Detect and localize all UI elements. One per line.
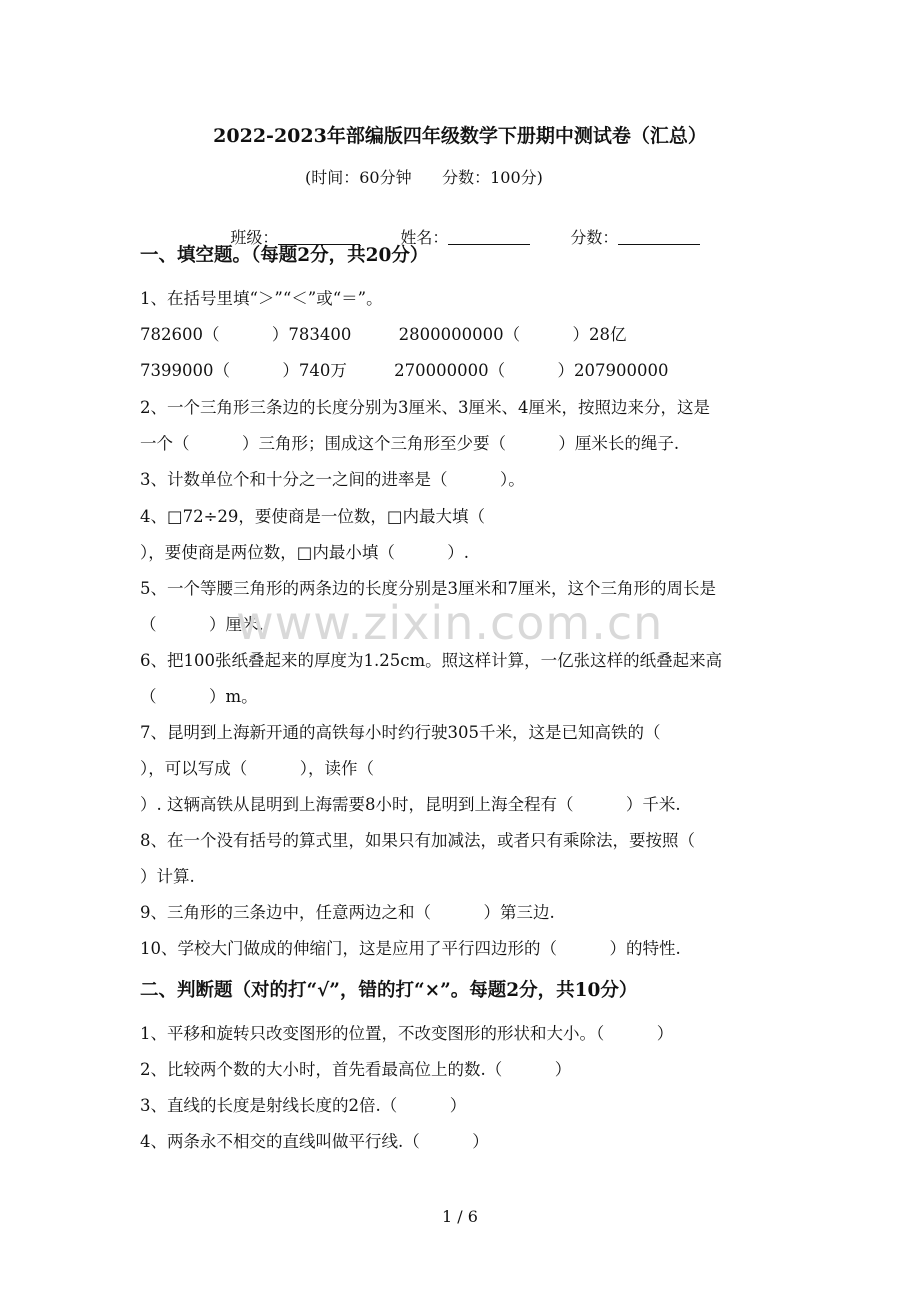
question-line: 8、在一个没有括号的算式里，如果只有加减法，或者只有乘除法，要按照（: [140, 831, 695, 850]
watermark: www.zixin.com.cn: [236, 596, 664, 650]
question-line: 2、比较两个数的大小时，首先看最高位上的数.（ ）: [140, 1060, 572, 1079]
page-title: 2022-2023年部编版四年级数学下册期中测试卷（汇总）: [213, 125, 707, 147]
score-blank[interactable]: [618, 226, 700, 245]
class-label: 班级：: [230, 228, 279, 247]
question-line: 782600（ ）783400 2800000000（ ）28亿: [140, 325, 627, 344]
question-line: 10、学校大门做成的伸缩门，这是应用了平行四边形的（ ）的特性.: [140, 939, 681, 958]
question-line: （ ）厘米.: [140, 615, 264, 634]
question-line: （ ）m。: [140, 687, 258, 706]
name-blank[interactable]: [448, 226, 530, 245]
question-line: ）. 这辆高铁从昆明到上海需要8小时，昆明到上海全程有（ ）千米.: [140, 795, 681, 814]
question-line: 5、一个等腰三角形的两条边的长度分别是3厘米和7厘米，这个三角形的周长是: [140, 579, 716, 598]
question-line: 4、两条永不相交的直线叫做平行线.（ ）: [140, 1132, 489, 1151]
question-line: 7、昆明到上海新开通的高铁每小时约行驶305千米，这是已知高铁的（: [140, 723, 661, 742]
question-line: 9、三角形的三条边中，任意两边之和（ ）第三边.: [140, 903, 555, 922]
question-line: ），可以写成（ ），读作（: [140, 759, 374, 778]
score-label: 分数：: [570, 228, 619, 247]
question-line: 3、计数单位个和十分之一之间的进率是（ ）。: [140, 470, 525, 489]
question-line: 6、把100张纸叠起来的厚度为1.25cm。照这样计算，一亿张这样的纸叠起来高: [140, 651, 723, 670]
question-line: 7399000（ ）740万 270000000（ ）207900000: [140, 361, 669, 380]
section-heading-true-false: 二、判断题（对的打“√”，错的打“×”。每题2分，共10分）: [140, 980, 638, 1001]
question-line: ），要使商是两位数，□内最小填（ ）.: [140, 543, 470, 562]
exam-info: (时间：60分钟 分数：100分): [305, 168, 543, 187]
question-line: 一个（ ）三角形；围成这个三角形至少要（ ）厘米长的绳子.: [140, 434, 680, 453]
name-label: 姓名：: [400, 228, 449, 247]
section-heading-fill-blank: 一、填空题。（每题2分，共20分）: [140, 245, 429, 266]
question-line: 1、平移和旋转只改变图形的位置，不改变图形的形状和大小。（ ）: [140, 1024, 674, 1043]
question-line: 2、一个三角形三条边的长度分别为3厘米、3厘米、4厘米，按照边来分，这是: [140, 398, 710, 417]
question-line: 1、在括号里填“＞”“＜”或“＝”。: [140, 289, 383, 308]
question-line: 4、□72÷29，要使商是一位数，□内最大填（: [140, 507, 485, 526]
page-number: 1 / 6: [442, 1207, 478, 1226]
question-line: ）计算.: [140, 867, 195, 886]
question-line: 3、直线的长度是射线长度的2倍.（ ）: [140, 1096, 467, 1115]
